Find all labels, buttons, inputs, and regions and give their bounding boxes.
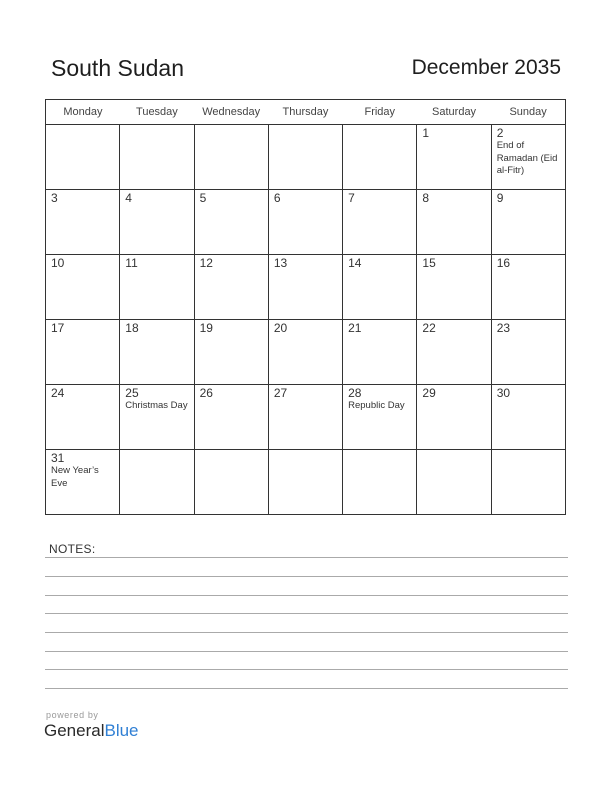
day-cell (268, 190, 342, 255)
notes-line (45, 576, 568, 577)
day-number: 27 (273, 386, 288, 400)
notes-line (45, 688, 568, 689)
day-number: 16 (496, 256, 511, 270)
holiday-label: New Year’s Eve (51, 465, 99, 489)
day-number: 29 (422, 386, 436, 400)
day-cell (120, 385, 194, 450)
weekday-monday: Monday (46, 100, 120, 125)
day-number: 3 (51, 191, 58, 205)
day-cell (417, 255, 491, 320)
calendar-grid (45, 99, 566, 515)
weekday-tuesday: Tuesday (120, 100, 194, 125)
day-number: 5 (199, 191, 207, 205)
day-cell (46, 450, 120, 515)
week-row (46, 125, 566, 190)
day-cell (491, 450, 565, 515)
notes-line (45, 557, 568, 558)
weekday-sunday: Sunday (491, 100, 565, 125)
day-number: 9 (496, 191, 504, 205)
day-number: 26 (199, 386, 213, 400)
day-number: 28 (348, 386, 362, 400)
notes-line (45, 632, 568, 633)
day-number: 31 (51, 451, 65, 465)
day-cell (46, 385, 120, 450)
week-row (46, 190, 566, 255)
day-cell (194, 450, 268, 515)
day-number: 8 (422, 191, 430, 205)
day-cell (491, 320, 565, 385)
day-cell (491, 125, 565, 190)
day-number: 4 (125, 191, 132, 205)
week-row (46, 450, 566, 515)
day-cell (268, 125, 342, 190)
day-number: 24 (51, 386, 65, 400)
day-cell (417, 125, 491, 190)
day-cell (46, 190, 120, 255)
day-number: 14 (348, 256, 362, 270)
holiday-label: Christmas Day (125, 400, 188, 411)
day-cell (417, 450, 491, 515)
day-cell (120, 125, 194, 190)
weekday-header-row (46, 100, 566, 125)
holiday-label: End of Ramadan (Eid al-Fitr) (496, 140, 558, 176)
weekday-friday: Friday (343, 100, 417, 125)
day-cell (268, 385, 342, 450)
day-cell (268, 320, 342, 385)
day-number: 12 (199, 256, 213, 270)
day-cell (194, 320, 268, 385)
week-row (46, 385, 566, 450)
day-cell (194, 125, 268, 190)
day-cell (491, 385, 565, 450)
month-year-title: December 2035 (411, 56, 561, 79)
day-number: 13 (273, 256, 288, 270)
day-number: 7 (348, 191, 355, 205)
day-cell (417, 190, 491, 255)
day-cell (343, 255, 417, 320)
day-number: 10 (51, 256, 65, 270)
week-row (46, 320, 566, 385)
holiday-label: Republic Day (348, 400, 405, 411)
day-cell (194, 385, 268, 450)
day-cell (491, 190, 565, 255)
day-number: 23 (496, 321, 511, 335)
day-cell (491, 255, 565, 320)
day-cell (343, 190, 417, 255)
day-cell (343, 385, 417, 450)
day-number: 30 (496, 386, 511, 400)
day-cell (194, 255, 268, 320)
logo-general: General (44, 721, 105, 740)
notes-line (45, 669, 568, 670)
day-number: 25 (125, 386, 139, 400)
day-cell (343, 450, 417, 515)
day-cell (120, 190, 194, 255)
day-number: 1 (422, 126, 430, 140)
day-number: 6 (273, 191, 281, 205)
day-cell (268, 450, 342, 515)
generalblue-logo (44, 721, 139, 741)
week-row (46, 255, 566, 320)
day-cell (46, 255, 120, 320)
day-cell (120, 255, 194, 320)
country-title: South Sudan (51, 55, 185, 81)
day-number: 19 (199, 321, 213, 335)
day-cell (46, 125, 120, 190)
day-cell (268, 255, 342, 320)
day-number: 22 (422, 321, 436, 335)
weekday-saturday: Saturday (417, 100, 491, 125)
day-number: 17 (51, 321, 65, 335)
day-cell (417, 385, 491, 450)
logo-blue: Blue (104, 721, 139, 740)
notes-line (45, 651, 568, 652)
day-cell (120, 450, 194, 515)
day-cell (343, 320, 417, 385)
notes-line (45, 613, 568, 614)
day-number: 21 (348, 321, 362, 335)
weekday-thursday: Thursday (268, 100, 342, 125)
day-number: 11 (125, 256, 138, 270)
day-cell (46, 320, 120, 385)
day-cell (417, 320, 491, 385)
day-number: 15 (422, 256, 436, 270)
day-cell (343, 125, 417, 190)
notes-label: NOTES: (49, 542, 96, 556)
day-cell (194, 190, 268, 255)
notes-line (45, 595, 568, 596)
day-number: 20 (273, 321, 288, 335)
day-number: 18 (125, 321, 139, 335)
weekday-wednesday: Wednesday (194, 100, 268, 125)
powered-by-text: powered by (46, 710, 99, 720)
day-cell (120, 320, 194, 385)
day-number: 2 (496, 126, 504, 140)
